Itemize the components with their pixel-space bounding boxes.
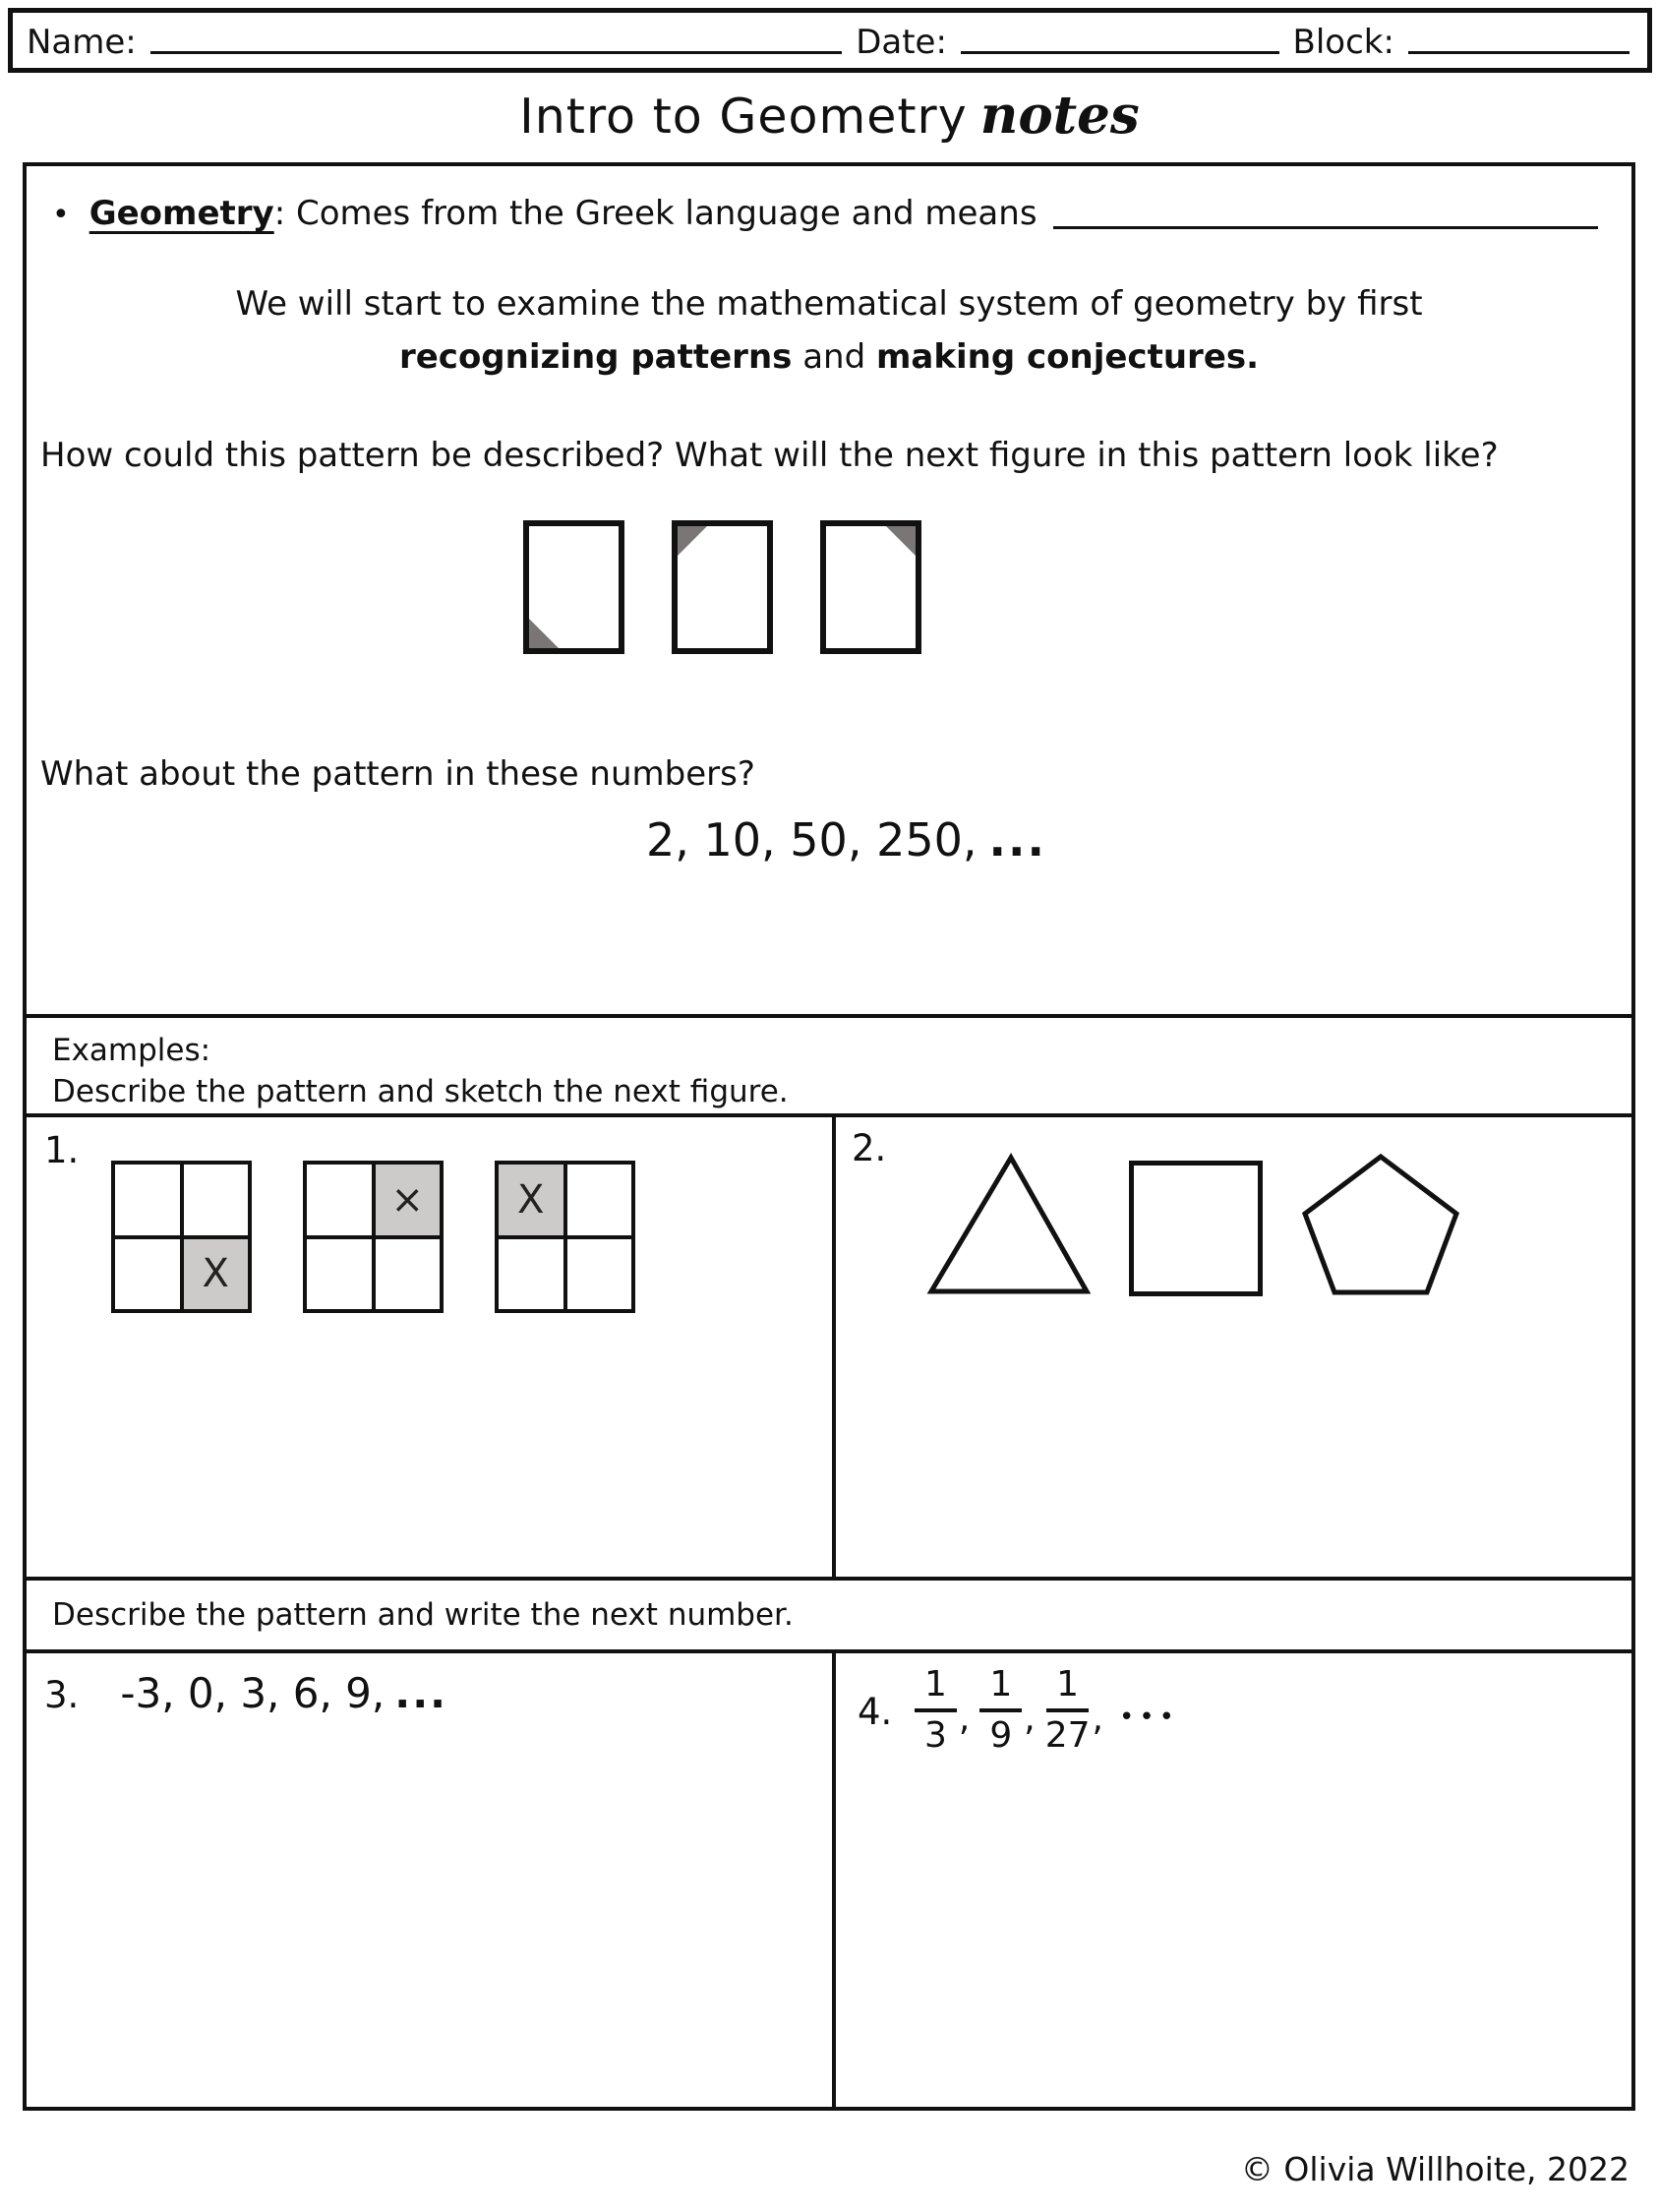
pentagon-shape [1300,1153,1461,1296]
fraction-denominator: 3 [924,1714,947,1756]
x-mark: X [202,1251,229,1297]
date-blank-line [961,51,1279,54]
fraction [979,1665,1022,1755]
block-label: Block: [1292,23,1394,62]
example-2-cell [836,1117,1631,1577]
grid-cell-bottom-right [184,1239,249,1310]
example-3-cell [27,1653,836,2107]
fraction-separator: , [1092,1699,1103,1740]
shaded-corner-top-right [886,526,916,556]
fraction-denominator: 27 [1044,1714,1091,1756]
x-mark: × [390,1176,424,1223]
examples-label: Examples: [52,1033,211,1068]
mini-grid [111,1161,252,1313]
intro-section [23,162,1635,1018]
emphasis-conjectures: making conjectures. [875,337,1260,377]
squares-pattern-row [523,520,1631,654]
example-3-row [44,1669,447,1717]
grid-cell-top-left [115,1165,180,1235]
grid-cell-bottom-left [499,1239,563,1310]
title-main-text: Intro to Geometry [519,89,968,145]
example-3-sequence-text: -3, 0, 3, 6, 9, [120,1669,385,1717]
sketch-examples-row [23,1113,1635,1581]
pattern-square [523,520,624,654]
numbers-question: What about the pattern in these numbers? [40,754,755,794]
example-4-cell [836,1653,1631,2107]
pattern-square [820,520,921,654]
geometry-definition-row [52,194,1602,233]
example-4-ellipsis: ••• [1118,1702,1179,1732]
emphasis-patterns: recognizing patterns [398,337,793,377]
example-4-fractions [915,1665,1179,1755]
example-2-number: 2. [852,1127,887,1169]
fraction-numerator: 1 [915,1665,957,1712]
lead-sentence: We will start to examine the mathematical system of geometry by first [235,284,1423,324]
write-instruction-section [23,1577,1635,1653]
fraction [1045,1665,1091,1755]
example-4-number: 4. [858,1691,893,1733]
student-info-header [8,8,1652,73]
grid-cell-bottom-left [115,1239,180,1310]
content-stack [23,162,1635,2111]
fraction [915,1665,957,1755]
pattern-square [672,520,773,654]
x-mark: X [517,1176,545,1223]
block-blank-line [1408,51,1629,54]
grid-cell-bottom-right [376,1239,441,1310]
name-label: Name: [27,23,137,62]
title-script-text: notes [979,85,1140,146]
example-3-sequence [120,1669,447,1717]
geometry-definition-text: : Comes from the Greek language and means [273,194,1037,233]
triangle-shape [926,1153,1092,1296]
mini-grid [495,1161,635,1313]
example-3-ellipsis: ... [394,1669,448,1717]
grid-cell-bottom-left [307,1239,372,1310]
example-1-grids [111,1161,635,1313]
grid-cell-top-left [499,1165,563,1235]
number-sequence [646,813,1631,867]
fraction-denominator: 9 [989,1714,1013,1756]
example-1-cell [27,1117,836,1577]
grid-cell-top-right [376,1165,441,1235]
fraction-numerator: 1 [979,1665,1022,1712]
number-examples-row [23,1649,1635,2111]
conjunction-text: and [802,337,866,377]
example-3-number: 3. [44,1674,80,1716]
grid-cell-bottom-right [567,1239,632,1310]
grid-cell-top-right [567,1165,632,1235]
example-2-shapes [926,1153,1461,1296]
number-sequence-text: 2, 10, 50, 250, [646,813,978,867]
grid-cell-top-left [307,1165,372,1235]
shaded-corner-top-left [678,526,707,556]
definition-blank-line [1053,226,1598,229]
fraction-separator: , [958,1699,971,1740]
example-1-number: 1. [44,1129,80,1171]
bullet-icon: • [52,198,70,232]
sequence-ellipsis: ... [988,813,1046,867]
grid-cell-top-right [184,1165,249,1235]
page-title [0,85,1659,146]
pattern-question: How could this pattern be described? What will the next figure in this pattern look like? [40,436,1499,475]
sketch-instruction: Describe the pattern and sketch the next figure. [52,1073,789,1109]
examples-header-section [23,1014,1635,1117]
copyright-notice: © Olivia Willhoite, 2022 [1240,2150,1629,2188]
shaded-corner-bottom-left [529,619,559,648]
date-label: Date: [856,23,947,62]
write-instruction: Describe the pattern and write the next number. [52,1597,794,1633]
emphasis-sentence [27,337,1631,377]
fraction-numerator: 1 [1046,1665,1089,1712]
fraction-separator: , [1024,1699,1036,1740]
geometry-term: Geometry [89,194,274,233]
mini-grid [303,1161,444,1313]
square-shape [1129,1161,1263,1296]
name-blank-line [150,51,842,54]
